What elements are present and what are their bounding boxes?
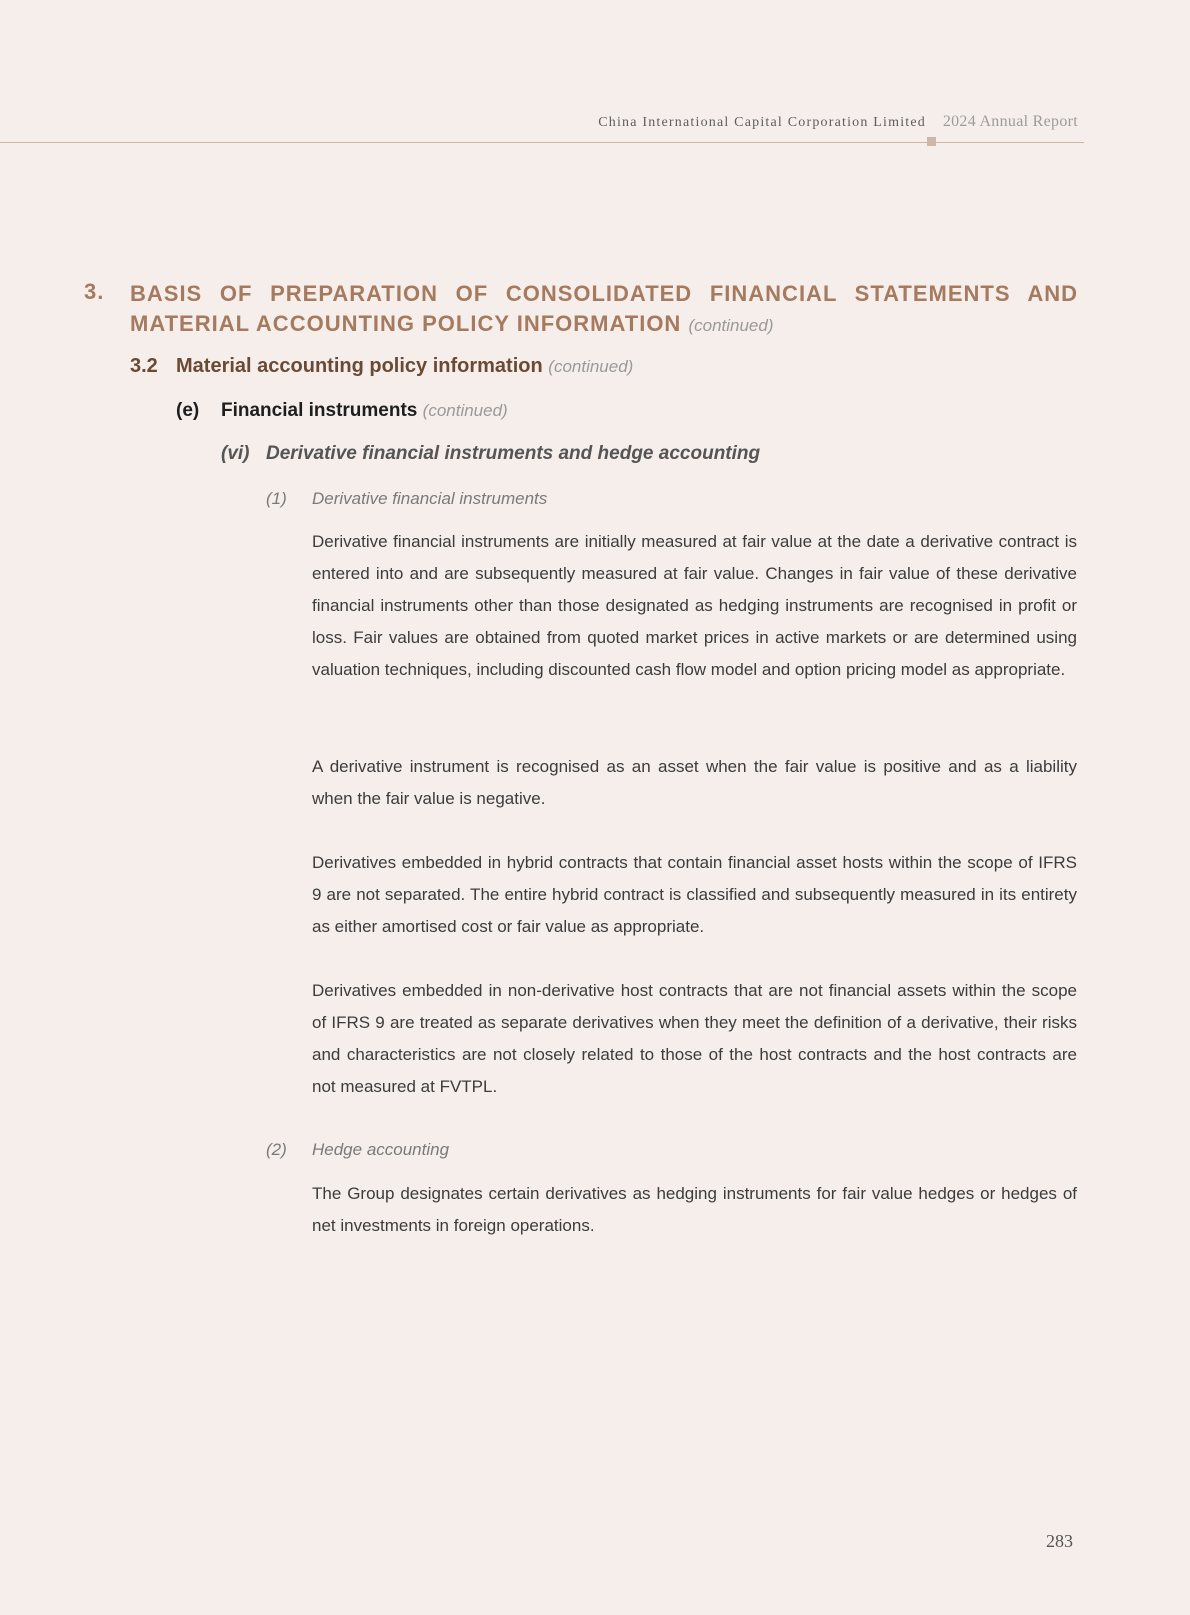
page-header [0, 112, 1084, 143]
paragraph: Derivatives embedded in non-derivative host contracts that are not financial assets within the scope of IFRS 9 are treated as separate derivatives when they meet the definition of a derivative, their risks and characteristics are not closely related to those of the host contracts and the host contracts are not measured at FVTPL. [312, 981, 1077, 1096]
section-title-line2: MATERIAL ACCOUNTING POLICY INFORMATION [130, 311, 682, 336]
section-continued: (continued) [688, 316, 774, 335]
section-number: 3. [84, 279, 105, 304]
item-title: Hedge accounting [312, 1140, 450, 1159]
item-number: (2) [266, 1140, 287, 1159]
subsection-heading [130, 355, 633, 378]
section-title-line1: BASIS OF PREPARATION OF CONSOLIDATED FINANCIAL STATEMENTS AND [130, 281, 1078, 306]
derivative-heading [221, 443, 760, 465]
company-name: China International Capital Corporation Limited [598, 115, 926, 130]
sub-e-number: (e) [176, 400, 200, 421]
item-heading [266, 489, 547, 509]
sub-vi-number: (vi) [221, 443, 250, 464]
sub-e-title: Financial instruments [221, 400, 418, 421]
paragraph: Derivatives embedded in hybrid contracts that contain financial asset hosts within the scope of IFRS 9 are not separated. The entire hybrid contract is classified and subsequently measured in its entirety as either amortised cost or fair value as appropriate. [312, 853, 1077, 936]
sub-e-continued: (continued) [422, 401, 508, 420]
item-heading [266, 1140, 449, 1160]
subsection-number: 3.2 [130, 355, 158, 377]
subsection-title: Material accounting policy information [176, 355, 543, 377]
subsection-continued: (continued) [548, 357, 634, 376]
section-title [130, 279, 1078, 341]
paragraph: Derivative financial instruments are initially measured at fair value at the date a derivative contract is entered into and are subsequently measured at fair value. Changes in fair value of these derivative financial instruments other than those designated as hedging instruments are recognised in profit or loss. Fair values are obtained from quoted market prices in active markets or are determined using valuation techniques, including discounted cash flow model and option pricing model as appropriate. [312, 532, 1077, 679]
item-title: Derivative financial instruments [312, 489, 548, 508]
page-number: 283 [1046, 1531, 1073, 1551]
header-marker [927, 137, 936, 146]
paragraph: A derivative instrument is recognised as an asset when the fair value is positive and as a liability when the fair value is negative. [312, 757, 1077, 808]
paragraph: The Group designates certain derivatives as hedging instruments for fair value hedges or hedges of net investments in foreign operations. [312, 1184, 1077, 1235]
item-number: (1) [266, 489, 287, 508]
sub-vi-title: Derivative financial instruments and hedge accounting [266, 443, 761, 464]
report-title: 2024 Annual Report [942, 113, 1078, 130]
financial-instruments-heading [176, 400, 508, 422]
